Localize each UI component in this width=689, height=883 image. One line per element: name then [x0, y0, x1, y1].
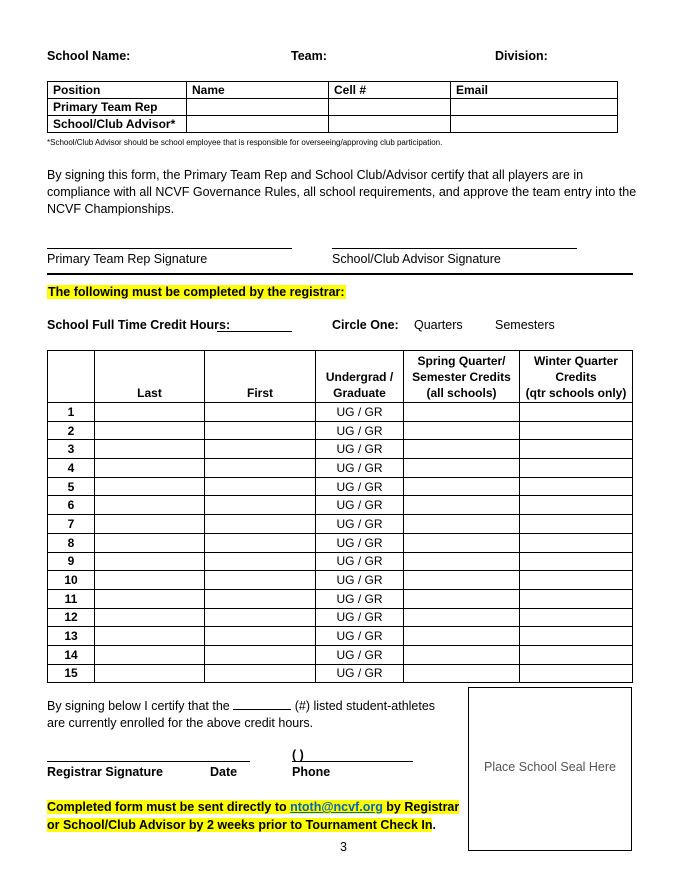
last-name-cell[interactable]: [95, 440, 205, 459]
winter-header: [520, 351, 633, 403]
col-email: Email: [451, 82, 618, 99]
spring-credits-cell[interactable]: [404, 440, 520, 459]
spring-header: [404, 351, 520, 403]
last-name-cell[interactable]: [95, 552, 205, 571]
spring-credits-cell[interactable]: [404, 533, 520, 552]
spring-credits-cell[interactable]: [404, 589, 520, 608]
first-name-cell[interactable]: [205, 533, 316, 552]
row-number: 4: [48, 459, 95, 478]
level-cell[interactable]: UG / GR: [316, 477, 404, 496]
row-number: 11: [48, 589, 95, 608]
registrar-cert-line1: [47, 699, 435, 713]
credit-hours-label: School Full Time Credit Hours:: [47, 318, 231, 332]
row-number: 12: [48, 608, 95, 627]
division-label: Division:: [495, 49, 548, 63]
player-row: [48, 403, 633, 422]
players-table: [47, 350, 633, 683]
contacts-table: [47, 81, 618, 133]
player-row: [48, 664, 633, 683]
spring-credits-cell[interactable]: [404, 608, 520, 627]
winter-header-line3: (qtr schools only): [525, 386, 627, 400]
spring-header-line1: Spring Quarter/: [417, 354, 506, 368]
level-header-line1: Undergrad /: [325, 370, 394, 384]
level-cell[interactable]: UG / GR: [316, 421, 404, 440]
row-number: 10: [48, 571, 95, 590]
winter-credits-cell[interactable]: [520, 459, 633, 478]
row-number: 5: [48, 477, 95, 496]
first-name-cell[interactable]: [205, 421, 316, 440]
school-seal-box: [468, 687, 632, 851]
footer-line2: or School/Club Advisor by 2 weeks prior to Tournament Check In: [47, 818, 433, 832]
first-name-cell[interactable]: [205, 403, 316, 422]
level-cell[interactable]: UG / GR: [316, 664, 404, 683]
player-row: [48, 515, 633, 534]
credit-hours-field[interactable]: [217, 331, 292, 332]
registrar-cert-line1-a: By signing below I certify that the: [47, 699, 230, 713]
school-name-label: School Name:: [47, 49, 131, 63]
first-header: First: [205, 351, 316, 403]
rep-name-field[interactable]: [187, 99, 329, 116]
row-number: 8: [48, 533, 95, 552]
spring-credits-cell[interactable]: [404, 645, 520, 664]
level-cell[interactable]: UG / GR: [316, 571, 404, 590]
spring-credits-cell[interactable]: [404, 664, 520, 683]
level-cell[interactable]: UG / GR: [316, 496, 404, 515]
player-row: [48, 627, 633, 646]
col-position: Position: [48, 82, 187, 99]
last-name-cell[interactable]: [95, 459, 205, 478]
ncvf-email-link[interactable]: ntoth@ncvf.org: [290, 800, 383, 814]
last-name-cell[interactable]: [95, 571, 205, 590]
date-label: Date: [210, 765, 238, 779]
level-cell[interactable]: UG / GR: [316, 589, 404, 608]
player-row: [48, 589, 633, 608]
last-name-cell[interactable]: [95, 477, 205, 496]
winter-credits-cell[interactable]: [520, 627, 633, 646]
phone-label: Phone: [292, 765, 331, 779]
player-row: [48, 645, 633, 664]
player-row: [48, 533, 633, 552]
row-number: 13: [48, 627, 95, 646]
option-semesters[interactable]: Semesters: [495, 318, 555, 332]
player-row: [48, 496, 633, 515]
row-number: 14: [48, 645, 95, 664]
row-number: 9: [48, 552, 95, 571]
player-row: [48, 440, 633, 459]
first-name-cell[interactable]: [205, 459, 316, 478]
rep-email-field[interactable]: [451, 99, 618, 116]
spring-credits-cell[interactable]: [404, 627, 520, 646]
level-cell[interactable]: UG / GR: [316, 515, 404, 534]
winter-credits-cell[interactable]: [520, 496, 633, 515]
winter-credits-cell[interactable]: [520, 552, 633, 571]
registrar-heading: The following must be completed by the registrar:: [48, 285, 345, 299]
level-cell[interactable]: UG / GR: [316, 552, 404, 571]
winter-header-line2: Credits: [555, 370, 597, 384]
winter-credits-cell[interactable]: [520, 403, 633, 422]
option-quarters[interactable]: Quarters: [414, 318, 463, 332]
first-name-cell[interactable]: [205, 496, 316, 515]
advisor-cell-field[interactable]: [329, 116, 451, 133]
advisor-signature-label: School/Club Advisor Signature: [332, 252, 501, 266]
row-number: 15: [48, 664, 95, 683]
phone-line[interactable]: [292, 761, 413, 762]
row-number: 2: [48, 421, 95, 440]
last-name-cell[interactable]: [95, 496, 205, 515]
player-row: [48, 552, 633, 571]
first-name-cell[interactable]: [205, 571, 316, 590]
first-name-cell[interactable]: [205, 589, 316, 608]
registrar-signature-label: Registrar Signature: [47, 765, 164, 779]
level-cell[interactable]: UG / GR: [316, 608, 404, 627]
seal-box-label: Place School Seal Here: [483, 760, 617, 774]
last-header: Last: [95, 351, 205, 403]
col-name: Name: [187, 82, 329, 99]
level-cell[interactable]: UG / GR: [316, 440, 404, 459]
last-name-cell[interactable]: [95, 645, 205, 664]
spring-credits-cell[interactable]: [404, 421, 520, 440]
last-name-cell[interactable]: [95, 589, 205, 608]
page-number: 3: [340, 840, 347, 854]
level-header-line2: Graduate: [333, 386, 386, 400]
spring-credits-cell[interactable]: [404, 515, 520, 534]
phone-area-code: ( ): [292, 748, 304, 762]
last-name-cell[interactable]: [95, 403, 205, 422]
footer-line2-end: .: [432, 818, 436, 832]
rep-signature-label: Primary Team Rep Signature: [47, 252, 208, 266]
first-name-cell[interactable]: [205, 515, 316, 534]
level-cell[interactable]: UG / GR: [316, 403, 404, 422]
winter-credits-cell[interactable]: [520, 589, 633, 608]
spring-header-line3: (all schools): [426, 386, 497, 400]
col-cell: Cell #: [329, 82, 451, 99]
last-name-cell[interactable]: [95, 421, 205, 440]
first-name-cell[interactable]: [205, 440, 316, 459]
num-header: [48, 351, 95, 403]
winter-credits-cell[interactable]: [520, 515, 633, 534]
spring-credits-cell[interactable]: [404, 477, 520, 496]
last-name-cell[interactable]: [95, 608, 205, 627]
rep-signature-line[interactable]: [47, 248, 292, 249]
spring-credits-cell[interactable]: [404, 403, 520, 422]
row-school-club-advisor: School/Club Advisor*: [48, 116, 187, 133]
first-name-cell[interactable]: [205, 627, 316, 646]
last-name-cell[interactable]: [95, 664, 205, 683]
section-divider: [47, 273, 633, 275]
winter-credits-cell[interactable]: [520, 477, 633, 496]
team-label: Team:: [291, 49, 327, 63]
first-name-cell[interactable]: [205, 477, 316, 496]
winter-credits-cell[interactable]: [520, 608, 633, 627]
level-cell[interactable]: UG / GR: [316, 459, 404, 478]
winter-credits-cell[interactable]: [520, 664, 633, 683]
level-cell[interactable]: UG / GR: [316, 627, 404, 646]
winter-credits-cell[interactable]: [520, 421, 633, 440]
level-cell[interactable]: UG / GR: [316, 645, 404, 664]
player-rows: [48, 403, 633, 683]
spring-credits-cell[interactable]: [404, 459, 520, 478]
registrar-signature-line[interactable]: [47, 761, 250, 762]
row-number: 1: [48, 403, 95, 422]
first-name-cell[interactable]: [205, 645, 316, 664]
winter-header-line1: Winter Quarter: [534, 354, 618, 368]
contacts-footnote: *School/Club Advisor should be school employee that is responsible for overseeing/approving club participation.: [47, 138, 443, 147]
spring-credits-cell[interactable]: [404, 496, 520, 515]
winter-credits-cell[interactable]: [520, 533, 633, 552]
advisor-name-field[interactable]: [187, 116, 329, 133]
advisor-signature-line[interactable]: [332, 248, 577, 249]
athlete-count-field[interactable]: [233, 699, 291, 710]
last-name-cell[interactable]: [95, 533, 205, 552]
row-number: 7: [48, 515, 95, 534]
footer-line1: [47, 800, 459, 814]
certification-text: By signing this form, the Primary Team Rep and School Club/Advisor certify that all players are in compliance with all NCVF Governance Rules, all school requirements, and approve the team entry into the NCVF Championships.: [47, 168, 637, 216]
footer-text-a: Completed form must be sent directly to: [47, 800, 291, 814]
registrar-cert-line1-b: (#) listed student-athletes: [294, 699, 436, 713]
row-number: 6: [48, 496, 95, 515]
first-name-cell[interactable]: [205, 664, 316, 683]
level-cell[interactable]: UG / GR: [316, 533, 404, 552]
spring-header-line2: Semester Credits: [412, 370, 511, 384]
footer-text-b: by Registrar: [382, 800, 460, 814]
winter-credits-cell[interactable]: [520, 571, 633, 590]
player-row: [48, 608, 633, 627]
row-number: 3: [48, 440, 95, 459]
player-row: [48, 421, 633, 440]
last-name-cell[interactable]: [95, 627, 205, 646]
winter-credits-cell[interactable]: [520, 645, 633, 664]
row-primary-team-rep: Primary Team Rep: [48, 99, 187, 116]
registrar-cert-line2: are currently enrolled for the above credit hours.: [47, 716, 314, 730]
level-header: [316, 351, 404, 403]
circle-one-label: Circle One:: [332, 318, 399, 332]
rep-cell-field[interactable]: [329, 99, 451, 116]
last-name-cell[interactable]: [95, 515, 205, 534]
player-row: [48, 459, 633, 478]
submission-instructions: [47, 798, 459, 834]
advisor-email-field[interactable]: [451, 116, 618, 133]
player-row: [48, 477, 633, 496]
first-name-cell[interactable]: [205, 608, 316, 627]
first-name-cell[interactable]: [205, 552, 316, 571]
player-row: [48, 571, 633, 590]
winter-credits-cell[interactable]: [520, 440, 633, 459]
spring-credits-cell[interactable]: [404, 571, 520, 590]
spring-credits-cell[interactable]: [404, 552, 520, 571]
